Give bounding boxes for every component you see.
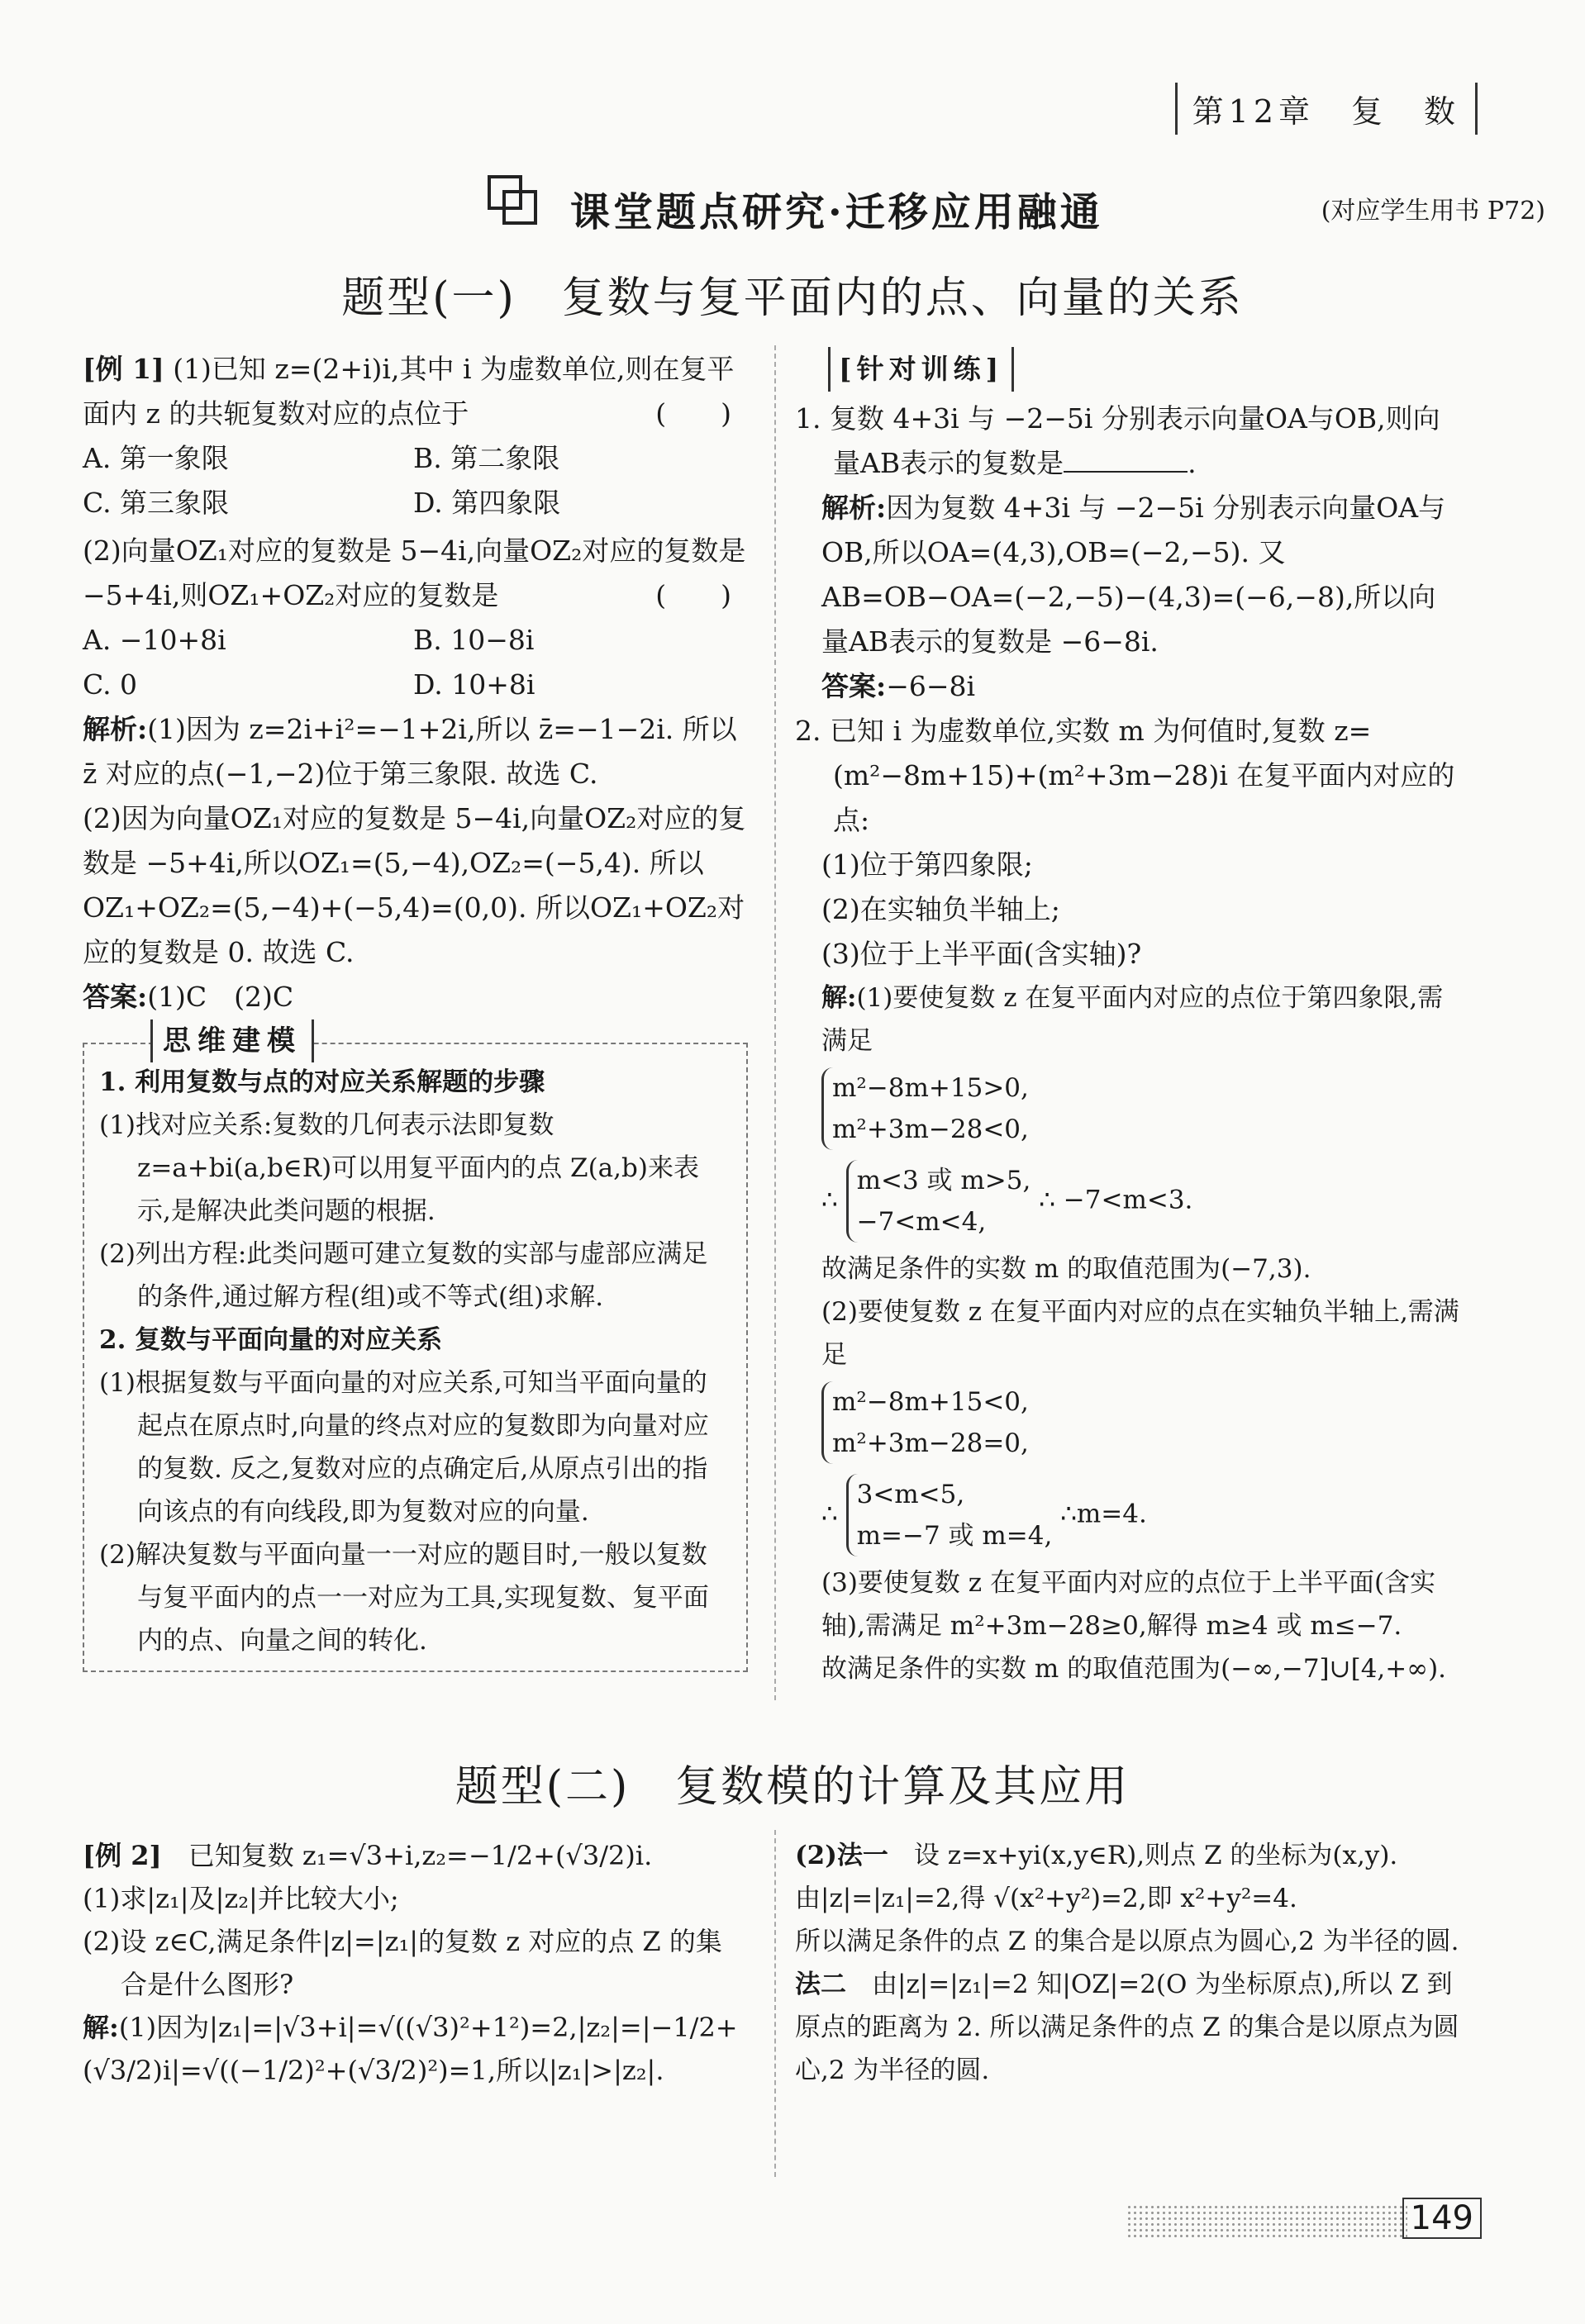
model-point: (1)找对应关系:复数的几何表示法即复数 z=a+bi(a,b∈R)可以用复平面内的点 Z(a,b)来表示,是解决此类问题的根据. — [99, 1110, 699, 1226]
training-2-part: (3)位于上半平面(含实轴)? — [821, 938, 1142, 970]
model-heading-2: 2. 复数与平面向量的对应关系 — [99, 1325, 443, 1355]
model-point: (2)列出方程:此类问题可建立复数的实部与虚部应满足的条件,通过解方程(组)或不等式(组)求解. — [99, 1239, 708, 1312]
option: A. 第一象限 — [83, 442, 229, 474]
model-heading-1: 1. 利用复数与点的对应关系解题的步骤 — [99, 1067, 545, 1097]
banner-title: 课堂题点研究·迁移应用融通 — [570, 189, 1103, 235]
dot-pattern — [1126, 2204, 1407, 2237]
right-column — [795, 347, 1463, 1690]
thinking-model-box — [83, 1024, 748, 1672]
equation-system: m²−8m+15<0, m²+3m−28=0, — [821, 1381, 1029, 1464]
model-point: (2)解决复数与平面向量一一对应的题目时,一般以复数与复平面内的点一一对应为工具,实现复数、复平面内的点、向量之间的转化. — [99, 1540, 709, 1656]
page-number: 149 — [1402, 2198, 1482, 2239]
left-column — [83, 347, 748, 1672]
example2-solution-1: 解:(1)因为|z₁|=|√3+i|=√((√3)²+1²)=2,|z₂|=|−1/2+(√3/2)i|=√((−1/2)²+(√3/2)²)=1,所以|z₁|>|z₂|. — [83, 2012, 738, 2086]
training-2: 2. 已知 i 为虚数单位,实数 m 为何值时,复数 z=(m²−8m+15)+(m²+3m−28)i 在复平面内对应的点: — [795, 715, 1455, 836]
section-title-2: 题型(二) 复数模的计算及其应用 — [455, 1762, 1130, 1812]
example1-q2: (2)向量OZ₁对应的复数是 5−4i,向量OZ₂对应的复数是 −5+4i,则OZ₁+OZ₂对应的复数是 ( ) — [83, 535, 746, 611]
example2-q2: (2)设 z∈C,满足条件|z|=|z₁|的复数 z 对应的点 Z 的集合是什么图形? — [83, 1926, 722, 2000]
example1-q1: [例 1] (1)已知 z=(2+i)i,其中 i 为虚数单位,则在复平面内 z 的共轭复数对应的点位于 ( ) — [83, 347, 748, 436]
answer-paren: ( ) — [655, 397, 731, 430]
example2-right: (2)法一 设 z=x+yi(x,y∈R),则点 Z 的坐标为(x,y). 由|z|=|z₁|=2,得 √(x²+y²)=2,即 x²+y²=4. 所以满足条件的点 Z 的集合是以原点为圆心,2 为半径的圆. 法二 由|z|=|z₁|=2 知|OZ|=2(O 为坐标原点),所以 Z 到原点的距离为 2. 所以满足条件的点 Z 的集合是以原点为圆心,2 为半径的圆. — [795, 1841, 1459, 2085]
thinking-model-title: 思维建模 — [150, 1019, 314, 1062]
training-title: [针对训练] — [828, 347, 1014, 392]
example2-q1: (1)求|z₁|及|z₂|并比较大小; — [83, 1883, 399, 1914]
q2-options — [83, 618, 748, 663]
example2-left: [例 2] 已知复数 z₁=√3+i,z₂=−1/2+(√3/2)i. (1)求|z₁|及|z₂|并比较大小; (2)设 z∈C,满足条件|z|=|z₁|的复数 z 对应的点 Z 的集合是什么图形? 解:(1)因为|z₁|=|√3+i|=√((√3)²+1²)=2,|z₂|=|−1/2+(√3/2)i|=√((−1/2)²+(√3/2)²)=1,所以|z₁|>|z₂|. — [83, 1834, 748, 2092]
option: C. 第三象限 — [83, 487, 230, 519]
section-banner — [488, 165, 1545, 240]
training-1-answer: 答案:−6−8i — [821, 670, 976, 702]
example1-solution-1: 解析:(1)因为 z=2i+i²=−1+2i,所以 z̄=−1−2i. 所以 z̄ 对应的点(−1,−2)位于第三象限. 故选 C. — [83, 713, 737, 790]
training-2-part: (2)在实轴负半轴上; — [821, 893, 1060, 925]
example1-answer: 答案:(1)C (2)C — [83, 981, 294, 1013]
training-1: 1. 复数 4+3i 与 −2−5i 分别表示向量OA与OB,则向量AB表示的复数是 . — [795, 402, 1440, 479]
training-2-part: (1)位于第四象限; — [821, 848, 1033, 881]
inequality-system: m<3 或 m>5, −7<m<4, — [846, 1160, 1031, 1243]
answer-blank — [1064, 446, 1188, 473]
equation-system: 3<m<5, m=−7 或 m=4, — [846, 1474, 1053, 1556]
banner-reference: (对应学生用书 P72) — [1321, 197, 1545, 226]
example1-label: [例 1] — [83, 353, 164, 385]
training-1-solution: 解析:因为复数 4+3i 与 −2−5i 分别表示向量OA与OB,所以OA=(4,3),OB=(−2,−5). 又AB=OB−OA=(−2,−5)−(4,3)=(−6,−8),所以向量AB表示的复数是 −6−8i. — [821, 492, 1446, 658]
model-point: (1)根据复数与平面向量的对应关系,可知当平面向量的起点在原点时,向量的终点对应的复数即为向量对应的复数. 反之,复数对应的点确定后,从原点引出的指向该点的有向线段,即为复数对应的向量. — [99, 1368, 709, 1527]
q1-options — [83, 436, 748, 481]
training-2-solution: 解:(1)要使复数 z 在复平面内对应的点位于第四象限,需满足 m²−8m+15>0, m²+3m−28<0, ∴ m<3 或 m>5, −7<m<4, ∴ −7<m<3. 故满足条件的实数 m 的取值范围为(−7,3). (2)要使复数 z 在复平面内对应的点在实轴负半轴上,需满足 m²−8m+15<0, m²+3m−28=0, ∴ 3<m<5, m=−7 或 m=4, ∴m=4. (3)要使复数 z 在复平面内对应的点位于上半平面(含实轴),需满足 m²+3m−28≥0,解得 m≥4 或 m≤−7. 故满足条件的实数 m 的取值范围为(−∞,−7]∪[4,+∞). — [821, 983, 1459, 1684]
option: B. 10−8i — [413, 624, 535, 656]
chapter-header: 第12章 复 数 — [1175, 83, 1478, 135]
option: A. −10+8i — [83, 624, 226, 656]
option: B. 第二象限 — [413, 442, 560, 474]
section-title-1: 题型(一) 复数与复平面内的点、向量的关系 — [341, 273, 1244, 323]
option: C. 0 — [83, 668, 138, 701]
square-frame-icon — [488, 175, 537, 225]
inequality-system: m²−8m+15>0, m²+3m−28<0, — [821, 1067, 1029, 1150]
option: D. 10+8i — [413, 668, 535, 701]
column-divider — [774, 345, 776, 1700]
option: D. 第四象限 — [413, 487, 561, 519]
example2-label: [例 2] — [83, 1840, 162, 1871]
example1-solution-2: (2)因为向量OZ₁对应的复数是 5−4i,向量OZ₂对应的复数是 −5+4i,所以OZ₁=(5,−4),OZ₂=(−5,4). 所以OZ₁+OZ₂=(5,−4)+(−5,4)=(0,0). 所以OZ₁+OZ₂对应的复数是 0. 故选 C. — [83, 802, 746, 968]
